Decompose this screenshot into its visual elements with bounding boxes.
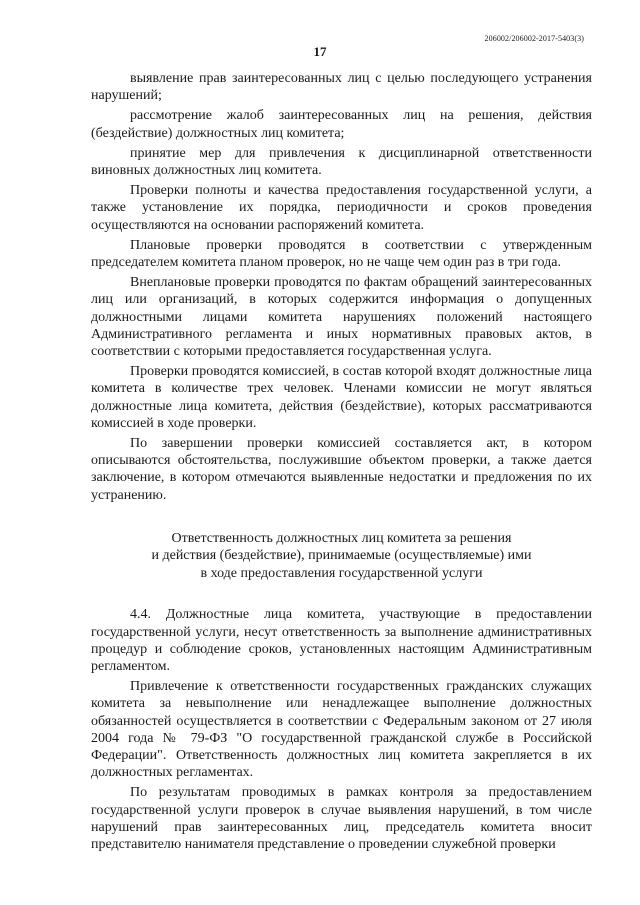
paragraph: По результатам проводимых в рамках контроля за предоставлением государственной услуги проверок в случае выявления нарушений, в том числе нарушений прав заинтересованных лиц, председатель комитета вносит представителю нанимателя представление о проведении служебной проверки [91,785,592,853]
paragraph: Внеплановые проверки проводятся по фактам обращений заинтересованных лиц или организаций, в которых содержится информация о допущенных должностными лицами комитета нарушениях положений настоящего Административного регламента и иных нормативных правовых актов, в соответствии с которыми предоставляется государственная услуга. [91,275,592,360]
document-code: 206002/206002-2017-5403(3) [484,34,584,43]
paragraph: принятие мер для привлечения к дисциплинарной ответственности виновных должностных лиц комитета. [91,145,592,179]
paragraph: 4.4. Должностные лица комитета, участвующие в предоставлении государственной услуги, несут ответственность за выполнение административных процедур и соблюдение сроков, установленных настоящим Административным регламентом. [91,607,592,674]
paragraph: Плановые проверки проводятся в соответствии с утвержденным председателем комитета планом проверок, но не чаще чем один раз в три года. [91,237,592,271]
document-body [91,70,592,856]
section-title-line: Ответственность должностных лиц комитета за решения [171,530,512,546]
paragraph: выявление прав заинтересованных лиц с целью последующего устранения нарушений; [91,71,592,104]
paragraph: Привлечение к ответственности государственных гражданских служащих комитета за невыполнение или ненадлежащее выполнение должностных обязанностей осуществляется в соответствии с Федеральным законом от 27 июля 2004 года № 79-ФЗ "О государственной гражданской службе в Российской Федерации". Ответственность должностных лиц комитета закрепляется в их должностных регламентах. [91,679,592,781]
paragraph: Проверки проводятся комиссией, в состав которой входят должностные лица комитета в количестве трех человек. Членами комиссии не могут являться должностные лица комитета, действия (бездействие), которых рассматриваются комиссией в ходе проверки. [91,364,592,431]
paragraph: Проверки полноты и качества предоставления государственной услуги, а также установление их порядка, периодичности и сроков проведения осуществляются на основании распоряжений комитета. [91,183,592,233]
page-number: 17 [313,44,327,59]
section-title-line: и действия (бездействие), принимаемые (осуществляемые) ими [151,548,532,564]
paragraph: По завершении проверки комиссией составляется акт, в котором описываются обстоятельства, послужившие объектом проверки, а также дается заключение, в котором отмечаются выявленные недостатки и предложения по их устранению. [91,436,592,503]
section-title-line: в ходе предоставления государственной услуги [200,565,483,581]
paragraph: рассмотрение жалоб заинтересованных лиц на решения, действия (бездействие) должностных лиц комитета; [91,108,592,141]
section-title [91,530,592,583]
